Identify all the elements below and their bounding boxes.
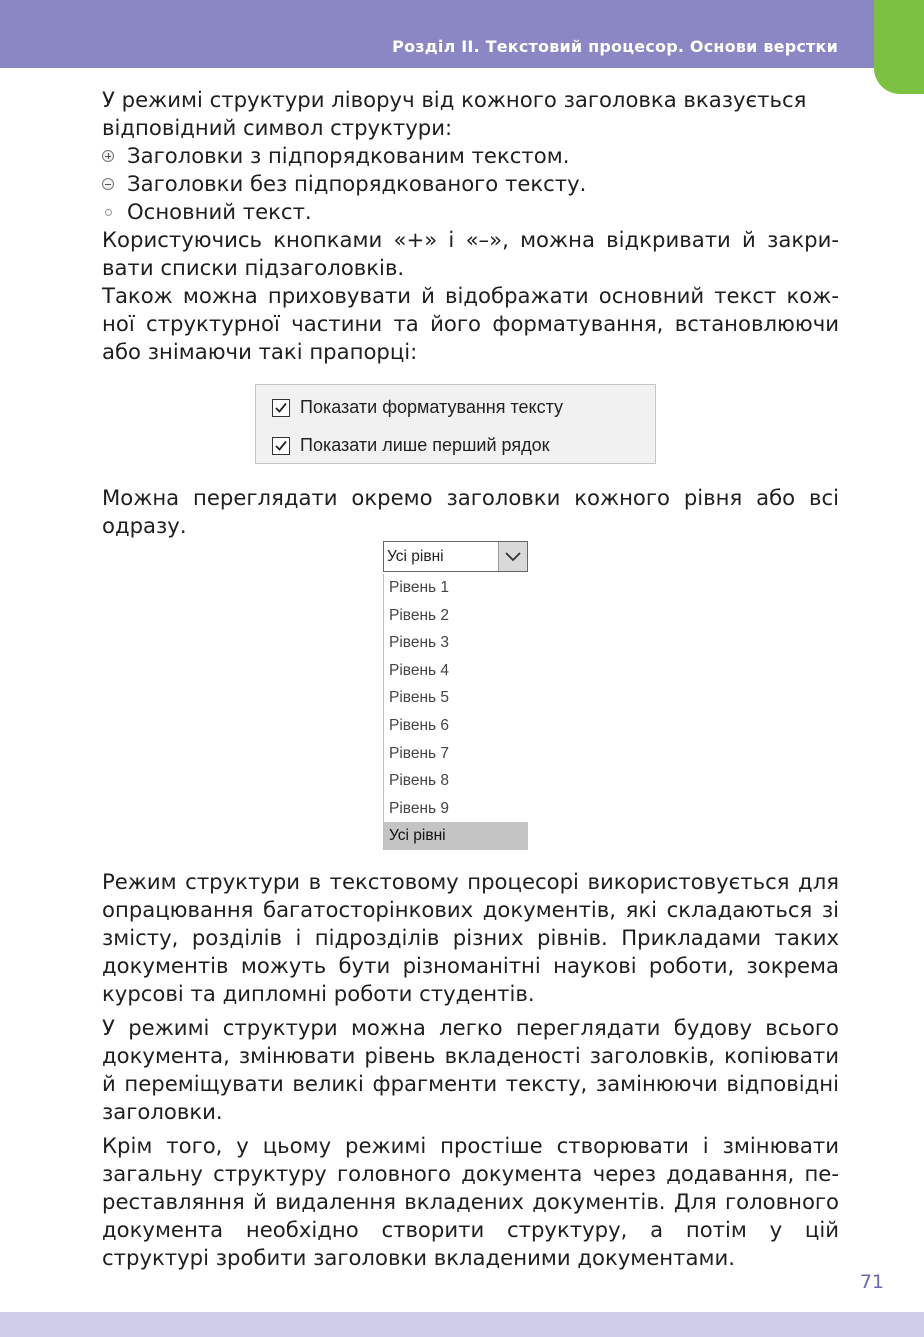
footer-bar — [0, 1312, 924, 1337]
levels-paragraph: Можна переглядати окремо заголовки кожного рівня або всі одразу. — [102, 485, 839, 538]
symbol-item-subordinate — [102, 142, 839, 170]
show-formatting-option[interactable] — [272, 397, 563, 418]
level-option[interactable]: Рівень 2 — [389, 606, 450, 624]
display-options-panel — [255, 384, 656, 464]
level-option[interactable]: Рівень 9 — [389, 799, 450, 817]
minus-circle-icon — [102, 178, 114, 190]
dot-icon — [105, 209, 112, 216]
level-option[interactable]: Рівень 1 — [389, 579, 450, 596]
checkbox-label: Показати форматування тексту — [300, 397, 564, 417]
body-paragraph: Режим структури в текстовому процесорі використовується для опрацювання багатосторінкових документів, які складаються зі змісту, розділів і підрозділів різних рівнів. Прикладами таких документів можуть бути різноманітні наукові роботи, зокрема курсові та дипломні роботи студентів. — [102, 869, 839, 1006]
levels-options-list — [383, 574, 528, 850]
intro-line-2: відповідний символ структури: — [102, 115, 453, 140]
body-paragraph: У режимі структури можна легко переглядати будову всього документа, змінювати рівень вкладеності заголовків, копіювати й переміщувати великі фрагменти тексту, замінюючи відповідні заголовки. — [102, 1015, 839, 1124]
level-option-selected[interactable]: Усі рівні — [384, 822, 528, 850]
level-option[interactable]: Рівень 4 — [389, 661, 450, 679]
levels-section — [102, 484, 839, 540]
symbol-item-body-text — [102, 198, 839, 226]
level-option[interactable]: Рівень 6 — [389, 716, 450, 734]
checkbox-show-first-line[interactable] — [272, 437, 290, 455]
checkbox-show-formatting[interactable] — [272, 399, 290, 417]
level-option[interactable]: Рівень 7 — [389, 744, 450, 762]
checkmark-icon — [274, 439, 288, 453]
level-option[interactable]: Рівень 8 — [389, 772, 450, 790]
buttons-paragraph: Користуючись кнопками «+» і «–», можна відкривати й закривати списки підзаголовків. — [102, 227, 839, 280]
levels-select[interactable] — [383, 541, 528, 572]
chapter-tab — [874, 0, 924, 94]
levels-selected-value: Усі рівні — [387, 547, 444, 565]
symbol-label: Заголовки без підпорядкованого тексту. — [127, 171, 587, 196]
symbol-item-no-subordinate — [102, 170, 839, 198]
body-section — [102, 868, 839, 1278]
level-option[interactable]: Рівень 5 — [389, 689, 450, 707]
flags-paragraph: Також можна приховувати й відображати основний текст кожної структурної частини та його форматування, встановлюючи або знімаючи такі прапорці: — [102, 283, 839, 364]
intro-section — [102, 86, 839, 366]
symbol-label: Заголовки з підпорядкованим текстом. — [127, 143, 570, 168]
symbol-label: Основний текст. — [127, 199, 312, 224]
section-title: Розділ II. Текстовий процесор. Основи верстки — [392, 37, 838, 56]
levels-dropdown[interactable] — [383, 541, 528, 850]
level-option[interactable]: Рівень 3 — [389, 634, 450, 652]
plus-circle-icon — [102, 150, 114, 162]
page-header — [0, 0, 924, 68]
show-first-line-option[interactable] — [272, 435, 549, 456]
chevron-down-icon[interactable] — [498, 542, 527, 571]
page-number: 71 — [859, 1271, 884, 1293]
checkmark-icon — [274, 401, 288, 415]
body-paragraph: Крім того, у цьому режимі простіше створювати і змінювати загальну структуру головного документа через додавання, переставляння й видалення вкладених документів. Для головного документа необхідно створити структуру, а потім у цій структурі зробити заголовки вкладеними документами. — [102, 1133, 839, 1270]
intro-line-1: У режимі структури ліворуч від кожного заголовка вказується — [102, 87, 807, 112]
checkbox-label: Показати лише перший рядок — [300, 435, 550, 455]
